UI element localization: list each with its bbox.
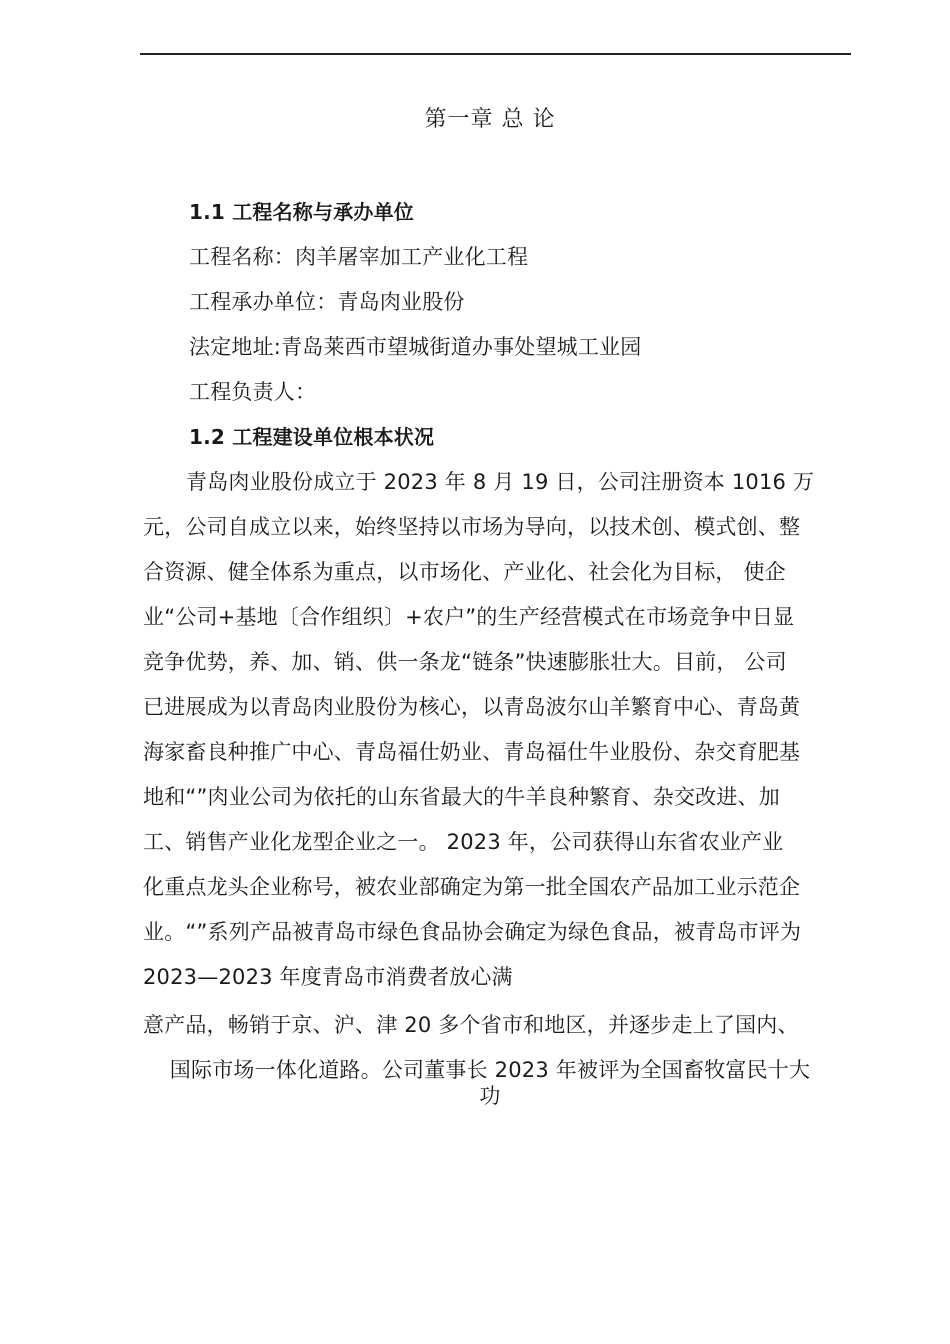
paragraph-line: 功 — [479, 1084, 501, 1108]
paragraph-line: 元，公司自成立以来，始终坚持以市场为导向，以技术创、模式创、整 — [143, 515, 801, 539]
paragraph-line: 海家畜良种推广中心、青岛福仕奶业、青岛福仕牛业股份、杂交育肥基 — [143, 740, 801, 764]
paragraph-line: 青岛肉业股份成立于 2023 年 8 月 19 日，公司注册资本 1016 万 — [186, 470, 815, 494]
legal-address-line: 法定地址:青岛莱西市望城街道办事处望城工业园 — [189, 335, 642, 359]
paragraph-line: 2023—2023 年度青岛市消费者放心满 — [143, 965, 513, 989]
undertaking-unit-line: 工程承办单位：青岛肉业股份 — [189, 290, 465, 314]
paragraph-line: 国际市场一体化道路。公司董事长 2023 年被评为全国畜牧富民十大 — [169, 1058, 811, 1082]
project-name-line: 工程名称：肉羊屠宰加工产业化工程 — [189, 245, 529, 269]
chapter-title: 第一章 总 论 — [424, 107, 556, 132]
section-heading-1-1: 1.1 工程名称与承办单位 — [189, 200, 414, 224]
paragraph-line: 业“公司+基地〔合作组织〕+农户”的生产经营模式在市场竞争中日显 — [143, 605, 795, 629]
paragraph-line: 工、销售产业化龙型企业之一。 2023 年，公司获得山东省农业产业 — [143, 830, 784, 854]
paragraph-line: 合资源、健全体系为重点，以市场化、产业化、社会化为目标， 使企 — [143, 560, 786, 584]
paragraph-line: 已进展成为以青岛肉业股份为核心，以青岛波尔山羊繁育中心、青岛黄 — [143, 695, 801, 719]
project-leader-line: 工程负责人： — [189, 380, 317, 404]
header-rule — [140, 53, 851, 55]
paragraph-line: 地和“”肉业公司为依托的山东省最大的牛羊良种繁育、杂交改进、加 — [143, 785, 780, 809]
paragraph-line: 竞争优势，养、加、销、供一条龙“链条”快速膨胀壮大。目前， 公司 — [143, 650, 787, 674]
paragraph-line: 化重点龙头企业称号，被农业部确定为第一批全国农产品加工业示范企 — [143, 875, 801, 899]
paragraph-line: 业。“”系列产品被青岛市绿色食品协会确定为绿色食品，被青岛市评为 — [143, 920, 802, 944]
paragraph-line: 意产品，畅销于京、沪、津 20 多个省市和地区，并逐步走上了国内、 — [143, 1013, 799, 1037]
section-heading-1-2: 1.2 工程建设单位根本状况 — [189, 425, 435, 449]
